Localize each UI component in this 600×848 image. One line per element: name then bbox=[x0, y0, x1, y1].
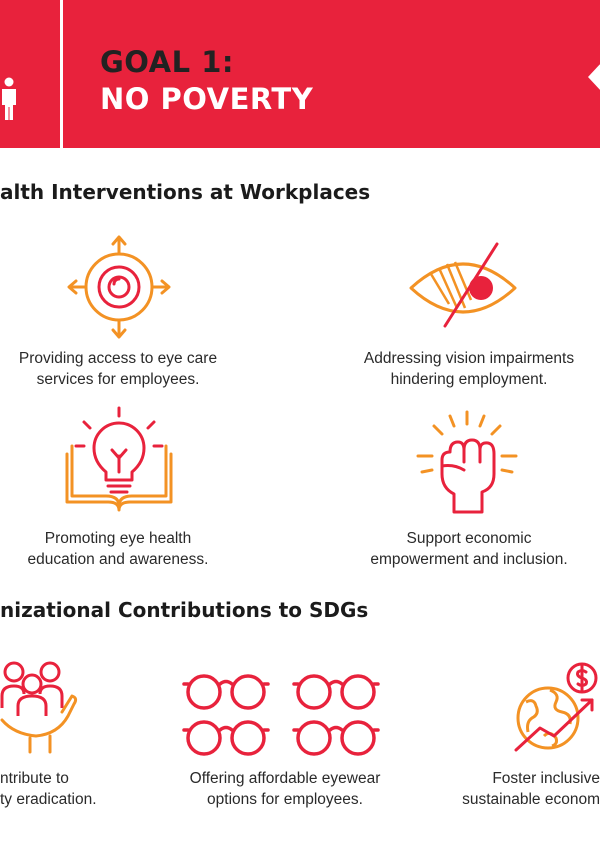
eyeglasses-icon bbox=[180, 670, 390, 760]
caption-eye-care-access: Providing access to eye care services for employees. bbox=[18, 350, 218, 388]
raised-fist-icon bbox=[412, 408, 522, 518]
crossed-eye-icon bbox=[403, 240, 523, 330]
hands-people-icon bbox=[0, 656, 80, 756]
section-heading-health: alth Interventions at Workplaces bbox=[0, 180, 371, 204]
caption-affordable-eyewear: Offering affordable eyewear options for employees. bbox=[189, 770, 381, 808]
caption-vision-impairments: Addressing vision impairments hindering employment. bbox=[363, 350, 575, 388]
target-eye-icon bbox=[64, 232, 174, 342]
goal-title bbox=[100, 44, 313, 118]
caption-inclusive-economy: Foster inclusive sustainable econom bbox=[462, 770, 600, 808]
caption-economic-empowerment: Support economic empowerment and inclusion. bbox=[370, 530, 568, 568]
section-heading-sdgs: nizational Contributions to SDGs bbox=[0, 598, 369, 622]
globe-growth-icon bbox=[510, 660, 600, 756]
goal-name: NO POVERTY bbox=[100, 82, 314, 116]
caption-poverty-eradication: ntribute to ty eradication. bbox=[0, 770, 97, 808]
goal-banner bbox=[0, 0, 600, 148]
caption-eye-health-education: Promoting eye health education and awareness. bbox=[27, 530, 209, 568]
lightbulb-book-icon bbox=[64, 406, 174, 516]
goal-number: GOAL 1: bbox=[100, 45, 234, 79]
chevron-icon bbox=[586, 62, 600, 92]
person-icon bbox=[0, 76, 20, 122]
banner-divider bbox=[60, 0, 63, 148]
